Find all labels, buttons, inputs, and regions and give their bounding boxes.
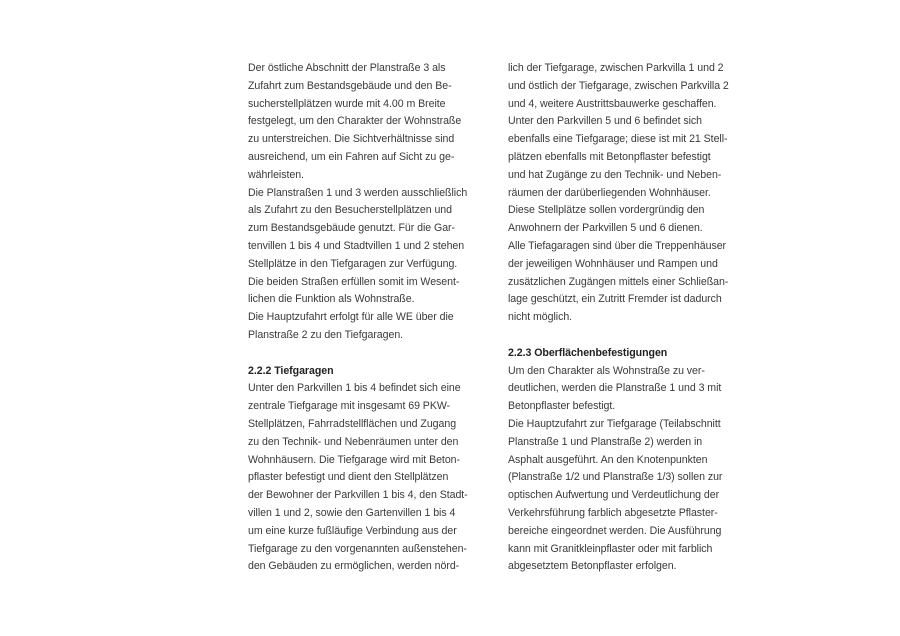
text-line: Anwohnern der Parkvillen 5 und 6 dienen. — [508, 222, 703, 235]
text-line: Um den Charakter als Wohnstraße zu ver- — [508, 364, 705, 377]
text-line: den Gebäuden zu ermöglichen, werden nörd- — [248, 560, 460, 573]
text-line: abgesetztem Betonpflaster erfolgen. — [508, 560, 677, 573]
text-line: der Bewohner der Parkvillen 1 bis 4, den Stadt- — [248, 489, 468, 502]
text-line: zu unterstreichen. Die Sichtverhältnisse sind — [248, 133, 455, 146]
text-line: Betonpflaster befestigt. — [508, 400, 616, 413]
text-line: Wohnhäusern. Die Tiefgarage wird mit Beton- — [248, 453, 460, 466]
paragraph-wohnstrasse — [508, 363, 744, 416]
text-line: Stellplätzen, Fahrradstellflächen und Zugang — [248, 417, 457, 430]
paragraph-hauptzufahrt — [248, 309, 484, 345]
text-line: Die Hauptzufahrt zur Tiefgarage (Teilabschnitt — [508, 417, 721, 430]
left-text-column — [248, 60, 484, 576]
text-line: ausreichend, um ein Fahren auf Sicht zu ge- — [248, 150, 455, 163]
text-line: optischen Aufwertung und Verdeutlichung der — [508, 489, 720, 502]
text-line: festgelegt, um den Charakter der Wohnstraße — [248, 115, 462, 128]
paragraph-austrittsbauwerke — [508, 60, 744, 238]
paragraph-planstrassen-1-3 — [248, 185, 484, 310]
text-line: zum Bestandsgebäude genutzt. Für die Gar- — [248, 222, 456, 235]
text-line: bereiche eingeordnet werden. Die Ausführung — [508, 524, 722, 537]
text-line: plätzen ebenfalls mit Betonpflaster befestigt — [508, 150, 711, 163]
section-heading-tiefgaragen: 2.2.2 Tiefgaragen — [248, 364, 334, 377]
text-line: (Planstraße 1/2 und Planstraße 1/3) sollen zur — [508, 471, 723, 484]
text-line: Verkehrsführung farblich abgesetzte Pflaster- — [508, 506, 718, 519]
text-line: zu den Technik- und Nebenräumen unter den — [248, 435, 459, 448]
text-line: ebenfalls eine Tiefgarage; diese ist mit 21 Stell- — [508, 133, 728, 146]
paragraph-planstrasse-3 — [248, 60, 484, 185]
paragraph-gap — [508, 327, 744, 345]
right-text-column — [508, 60, 744, 576]
text-line: um eine kurze fußläufige Verbindung aus der — [248, 524, 457, 537]
text-line: Diese Stellplätze sollen vordergründig den — [508, 204, 705, 217]
text-line: Stellplätze in den Tiefgaragen zur Verfügung. — [248, 257, 458, 270]
text-line: lich der Tiefgarage, zwischen Parkvilla 1 und 2 — [508, 62, 724, 74]
text-line: Planstraße 2 zu den Tiefgaragen. — [248, 328, 404, 341]
text-line: zentrale Tiefgarage mit insgesamt 69 PKW- — [248, 400, 451, 413]
text-line: Die beiden Straßen erfüllen somit im Wesent- — [248, 275, 460, 288]
text-line: Die Planstraßen 1 und 3 werden ausschließlich — [248, 186, 468, 199]
text-line: und östlich der Tiefgarage, zwischen Parkvilla 2 — [508, 79, 729, 92]
text-line: pflaster befestigt und dient den Stellplätzen — [248, 471, 449, 484]
text-line: räumen der darüberliegenden Wohnhäuser. — [508, 186, 711, 199]
text-line: Planstraße 1 und Planstraße 2) werden in — [508, 435, 703, 448]
text-line: als Zufahrt zu den Besucherstellplätzen und — [248, 204, 452, 217]
text-line: Zufahrt zum Bestandsgebäude und den Be- — [248, 79, 452, 92]
text-line: Tiefgarage zu den vorgenannten außenstehen- — [248, 542, 467, 555]
text-line: tenvillen 1 bis 4 und Stadtvillen 1 und 2 stehen — [248, 239, 465, 252]
text-line: der jeweiligen Wohnhäuser und Rampen und — [508, 257, 718, 270]
paragraph-asphalt — [508, 416, 744, 576]
paragraph-zugaenge — [508, 238, 744, 327]
text-line: lichen die Funktion als Wohnstraße. — [248, 293, 415, 306]
text-line: deutlichen, werden die Planstraße 1 und 3 mit — [508, 382, 722, 395]
text-line: villen 1 und 2, sowie den Gartenvillen 1 bis 4 — [248, 506, 456, 519]
text-line: und 4, weitere Austrittsbauwerke geschaffen. — [508, 97, 717, 110]
paragraph-gap — [248, 345, 484, 363]
text-line: nicht möglich. — [508, 311, 573, 324]
text-line: Unter den Parkvillen 5 und 6 befindet sich — [508, 115, 703, 128]
text-line: Asphalt ausgeführt. An den Knotenpunkten — [508, 453, 708, 466]
text-line: lage geschützt, ein Zutritt Fremder ist dadurch — [508, 293, 722, 306]
text-line: sucherstellplätzen wurde mit 4.00 m Breite — [248, 97, 446, 110]
section-heading-oberflaechen: 2.2.3 Oberflächenbefestigungen — [508, 346, 668, 359]
text-line: währleisten. — [248, 168, 304, 181]
text-line: zusätzlichen Zugängen mittels einer Schließan- — [508, 275, 729, 288]
text-line: und hat Zugänge zu den Technik- und Neben- — [508, 168, 722, 181]
text-line: kann mit Granitkleinpflaster oder mit farblich — [508, 542, 713, 555]
text-line: Alle Tiefagaragen sind über die Treppenhäuser — [508, 239, 727, 252]
text-line: Der östliche Abschnitt der Planstraße 3 als — [248, 62, 446, 74]
text-line: Die Hauptzufahrt erfolgt für alle WE über die — [248, 311, 454, 324]
paragraph-tiefgaragen — [248, 380, 484, 576]
text-line: Unter den Parkvillen 1 bis 4 befindet sich eine — [248, 382, 461, 395]
